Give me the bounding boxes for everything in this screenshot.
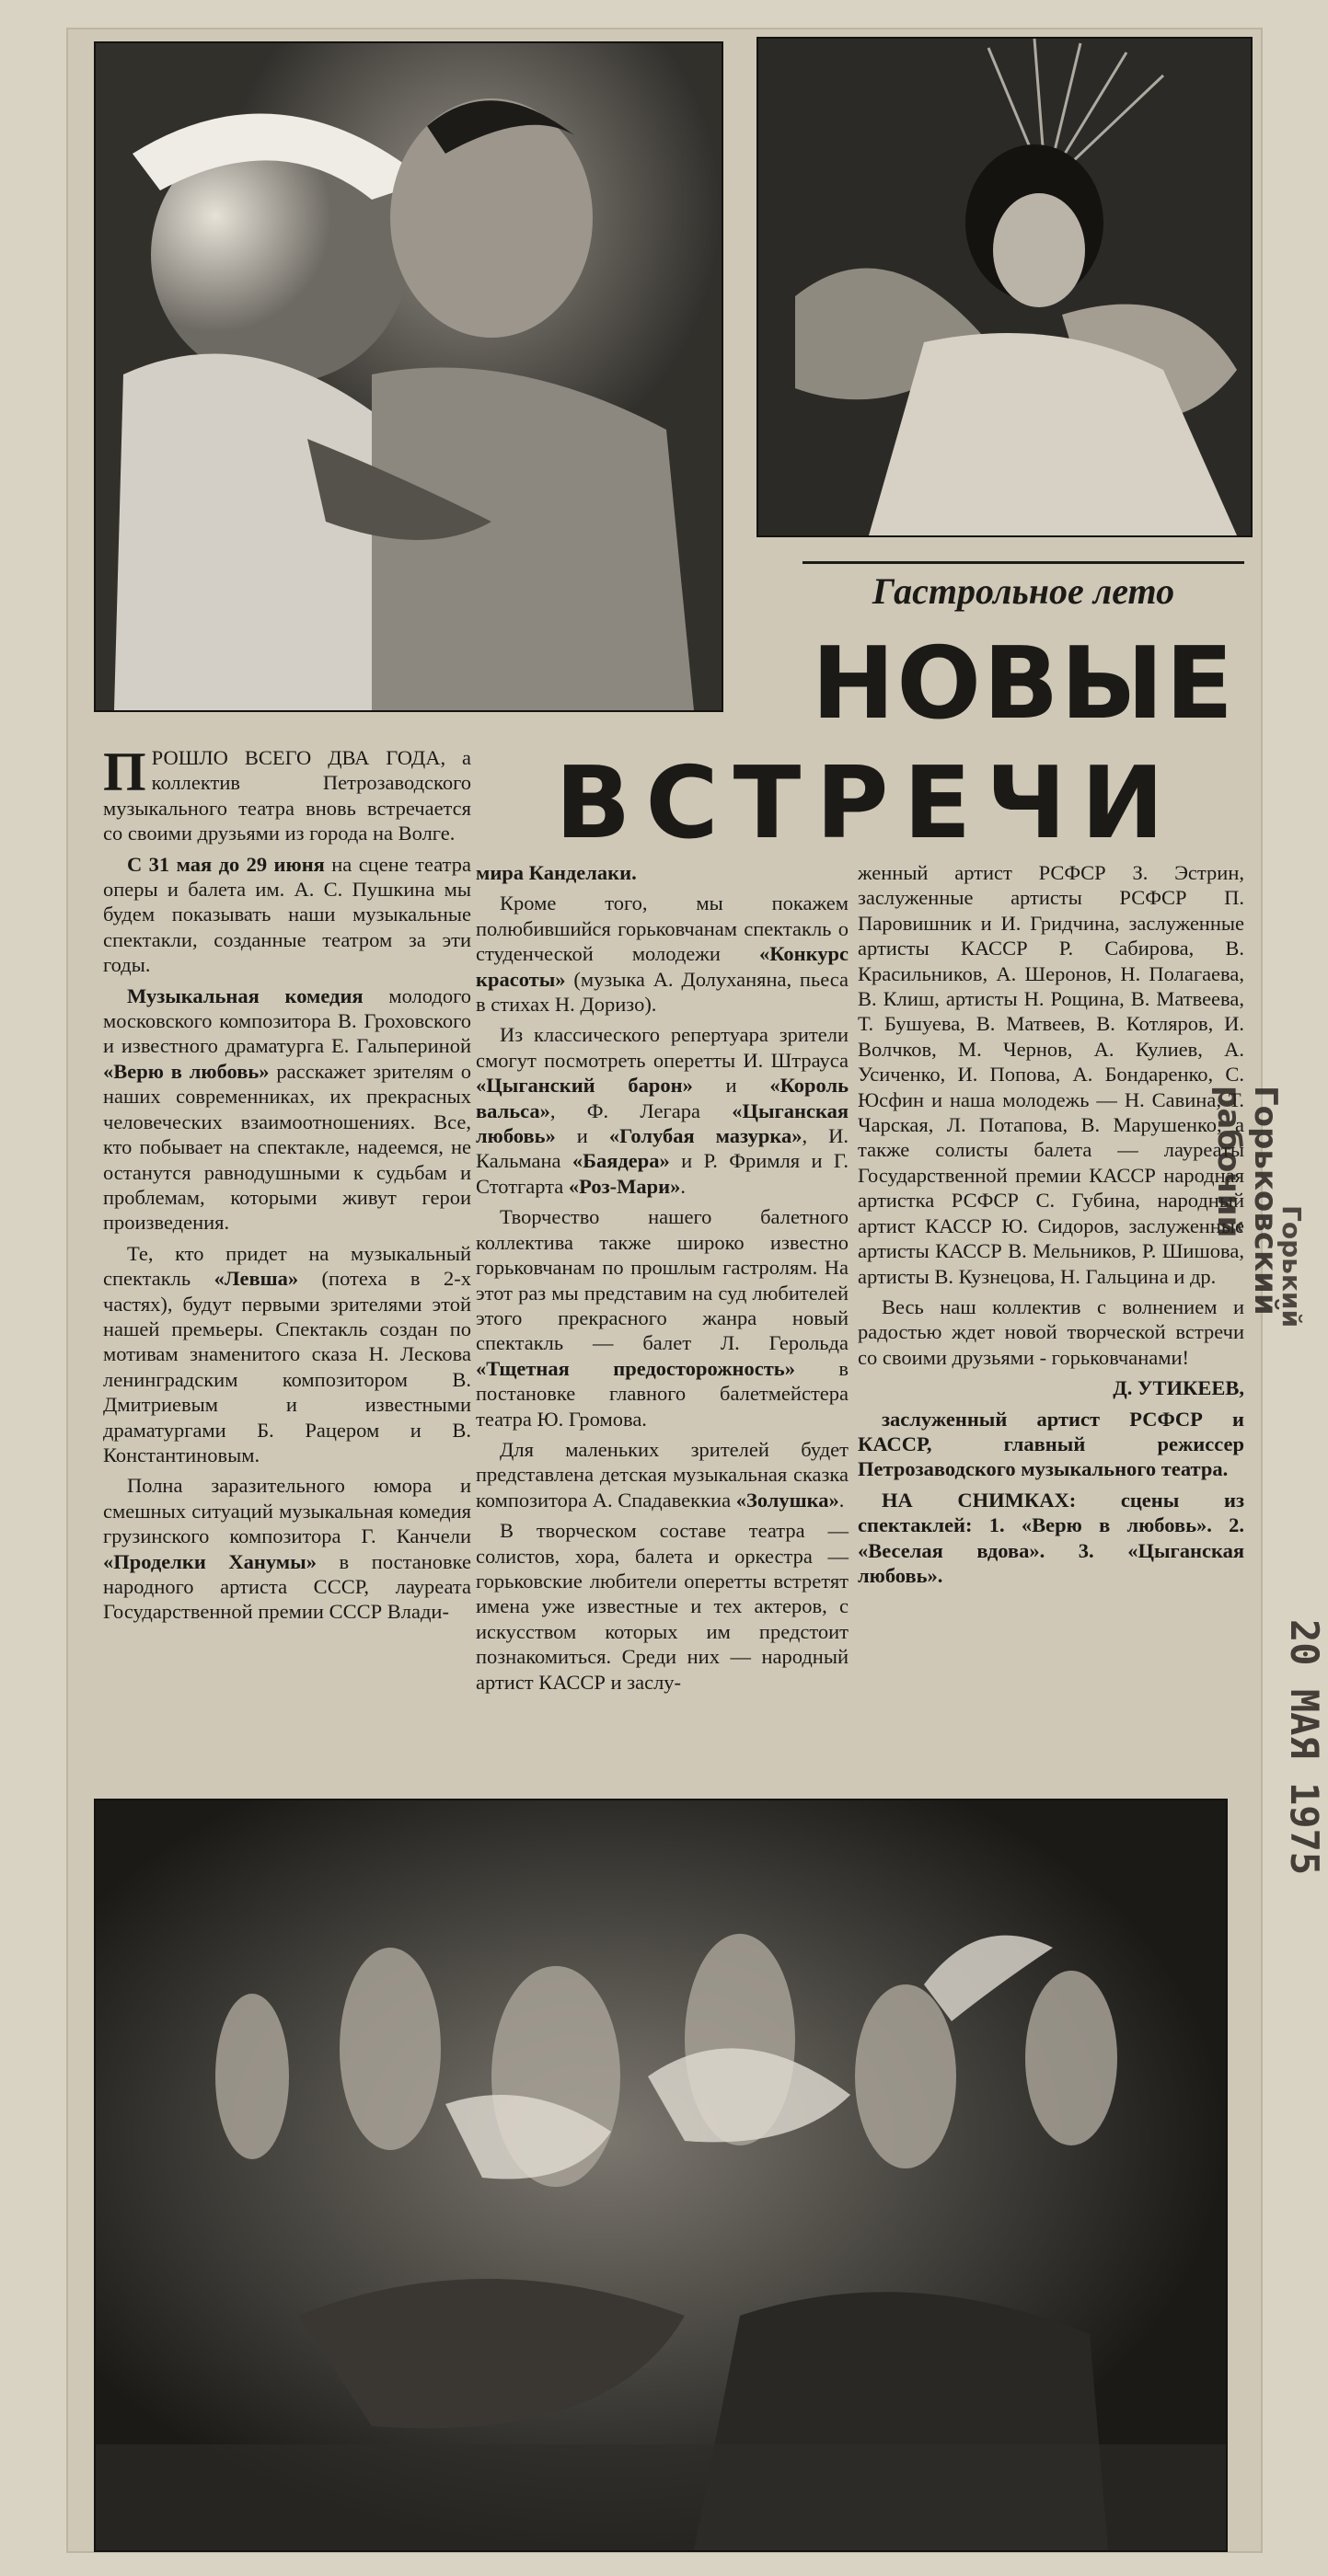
author-signature: Д. УТИКЕЕВ, [1113, 1376, 1244, 1400]
dropcap: П [103, 742, 146, 802]
text-column-2 [476, 860, 849, 1700]
paragraph: Из классического репертуара зрители смогут посмотреть оперетты И. Штрауса «Цыганский барон» и «Король вальса», Ф. Легара «Цыганская любовь» и «Голубая мазурка», И. Кальмана «Баядера» и Р. Фримля и Г. Стотгарта «Роз-Мари». [476, 1023, 849, 1198]
newspaper-name-stamp: Горьковский рабочий [1210, 1086, 1284, 1316]
paragraph: Весь наш коллектив с волнением и радостью ждет новой творческой встречи со своими друзьями - горьковчанами! [858, 1294, 1244, 1369]
photo-ensemble-dance-image [96, 1800, 1226, 2550]
text-column-1 [103, 742, 471, 1630]
paragraph: Кроме того, мы покажем полюбившийся горьковчанам спектакль о студенческой молодежи «Конкурс красоты» (музыка А. Долуханяна, пьеса в стихах Н. Доризо). [476, 891, 849, 1017]
paragraph: Творчество нашего балетного коллектива также широко известно горьковчанам по прошлым гастролям. На этот раз мы представим на суд любителей этого прекрасного жанра новый спектакль — балет Л. Герольда «Тщетная предосторожность» в постановке главного балетмейстера театра Ю. Громова. [476, 1205, 849, 1431]
photo-ensemble-dance [94, 1799, 1228, 2552]
paragraph: В творческом составе театра — солистов, хора, балета и оркестра — горьковские любители оперетты встретят имена уже известные и тех актеров, с искусством которых им предстоит познакомиться. Среди них — народный артист КАССР и заслу- [476, 1519, 849, 1694]
city-stamp: Горький [1276, 1205, 1307, 1328]
text-column-3 [858, 860, 1244, 1593]
paragraph: Полна заразительного юмора и смешных ситуаций музыкальная комедия грузинского композитора Г. Канчели «Проделки Ханумы» в постановке народного артиста СССР, лауреата Государственной премии СССР Влади- [103, 1474, 471, 1624]
paragraph: женный артист РСФСР З. Эстрин, заслуженные артисты РСФСР П. Паровишник и И. Гридчина, заслуженные артисты КАССР Р. Сабирова, В. Красильников, А. Шеронов, Н. Полагаева, В. Клиш, артисты Н. Рощина, В. Матвеева, Т. Бушуева, В. Матвеев, В. Котляров, И. Волчков, М. Чернов, А. Кулиев, А. Усиченко, И. Попова, А. Бондаренко, С. Юсфин и наша молодежь — Н. Савина, Т. Чарская, Л. Потапова, В. Марушенко, а также солисты балета — лауреаты Государственной премии КАССР народная артистка РСФСР С. Губина, народный артист КАССР Ю. Сидоров, заслуженные артисты КАССР В. Мельников, Р. Шишова, артисты В. Кузнецова, Н. Гальцина и др. [858, 861, 1244, 1288]
paragraph: Те, кто придет на музыкальный спектакль «Левша» (потеха в 2-х частях), будут первыми зрителями этой нашей премьеры. Спектакль создан по мотивам знаменитого сказа Н. Лескова ленинградским композитором В. Дмитриевым и известными драматургами Б. Рацером и В. Константиновым. [103, 1241, 471, 1466]
photo-scene-couple [94, 41, 723, 712]
date-stamp: 20 МАЯ 1975 [1282, 1619, 1327, 1876]
paragraph: ПРОШЛО ВСЕГО ДВА ГОДА, а коллектив Петрозаводского музыкального театра вновь встречается со своими друзьями из города на Волге. [103, 742, 471, 845]
headline-line-2: ВСТРЕЧИ [555, 746, 1179, 861]
author-title: заслуженный артист РСФСР и КАССР, главный режиссер Петрозаводского музыкального театра. [858, 1407, 1244, 1481]
newspaper-clipping [66, 28, 1263, 2553]
photo-dancer-feathers-image [758, 39, 1251, 535]
paragraph: Музыкальная комедия молодого московского композитора В. Гроховского и известного драматурга Е. Гальпериной «Верю в любовь» расскажет зрителям о наших современниках, их прекрасных человеческих взаимоотношениях. Все, кто побывает на спектакле, надеемся, не останутся равнодушными к судьбам и проблемам, которыми живут герои произведения. [103, 983, 471, 1235]
paragraph: Для маленьких зрителей будет представлена детская музыкальная сказка композитора А. Спадавеккиа «Золушка». [476, 1437, 849, 1512]
photo-caption: НА СНИМКАХ: сцены из спектаклей: 1. «Верю в любовь». 2. «Веселая вдова». 3. «Цыганская любовь». [858, 1488, 1244, 1587]
photo-scene-couple-image [96, 43, 722, 710]
paragraph: С 31 мая до 29 июня на сцене театра оперы и балета им. А. С. Пушкина мы будем показывать наши музыкальные спектакли, созданные театром за эти годы. [103, 852, 471, 977]
headline-line-1: НОВЫЕ [811, 627, 1236, 742]
paragraph: мира Канделаки. [476, 861, 637, 884]
photo-dancer-feathers [756, 37, 1253, 537]
rubric-label: Гастрольное лето [803, 561, 1244, 613]
